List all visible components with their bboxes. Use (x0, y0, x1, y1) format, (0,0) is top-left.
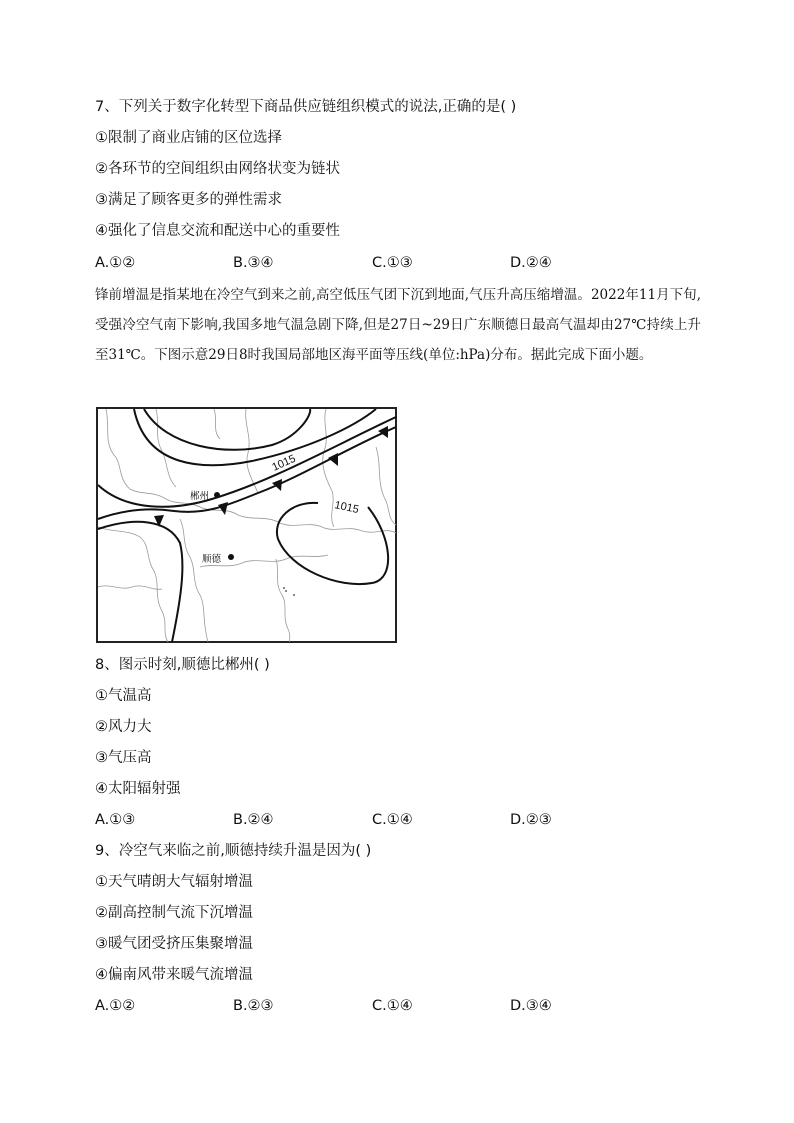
question-7-option-b[interactable]: B.③④ (233, 255, 274, 271)
question-9-item-2: ②副高控制气流下沉增温 (95, 905, 253, 921)
chenzhou-marker (214, 492, 220, 498)
question-9-item-4: ④偏南风带来暖气流增温 (95, 967, 253, 983)
question-7-stem: 7、下列关于数字化转型下商品供应链组织模式的说法,正确的是( ) (95, 99, 517, 115)
question-8-item-4: ④太阳辐射强 (95, 781, 181, 797)
question-8-option-d[interactable]: D.②③ (510, 812, 552, 828)
question-9-item-1: ①天气晴朗大气辐射增温 (95, 874, 253, 890)
passage-text: 锋前增温是指某地在冷空气到来之前,高空低压气团下沉到地面,气压升高压缩增温。2022年11月下旬,受强冷空气南下影响,我国多地气温急剧下降,但是27日~29日广东顺德日最高气温却由27℃持续上升至31℃。下图示意29日8时我国局部地区海平面等压线(单位:hPa)分布。据此完成下面小题。 (95, 287, 701, 363)
question-8-item-1: ①气温高 (95, 688, 152, 704)
chenzhou-label: 郴州 (190, 491, 210, 502)
question-8-item-2: ②风力大 (95, 719, 152, 735)
question-9-item-3: ③暖气团受挤压集聚增温 (95, 936, 253, 952)
question-8-option-c[interactable]: C.①④ (372, 812, 413, 828)
question-8-stem: 8、图示时刻,顺德比郴州( ) (95, 657, 270, 673)
question-7-item-3: ③满足了顾客更多的弹性需求 (95, 192, 282, 208)
question-8-option-a[interactable]: A.①③ (95, 812, 136, 828)
question-7-option-c[interactable]: C.①③ (372, 255, 413, 271)
question-7-item-1: ①限制了商业店铺的区位选择 (95, 130, 282, 146)
shunde-marker (228, 554, 234, 560)
question-7-item-4: ④强化了信息交流和配送中心的重要性 (95, 223, 340, 239)
question-8-option-b[interactable]: B.②④ (233, 812, 274, 828)
question-7-item-2: ②各环节的空间组织由网络状变为链状 (95, 161, 340, 177)
isobar-map (96, 407, 397, 643)
question-9-option-c[interactable]: C.①④ (372, 998, 413, 1014)
question-9-option-d[interactable]: D.③④ (510, 998, 552, 1014)
shunde-label: 顺德 (202, 554, 222, 565)
question-8-item-3: ③气压高 (95, 750, 152, 766)
question-9-option-a[interactable]: A.①② (95, 998, 136, 1014)
isobar-label-1015-east: 1015 (333, 499, 360, 517)
isobar-label-1015-north: 1015 (270, 452, 298, 474)
question-9-option-b[interactable]: B.②③ (233, 998, 274, 1014)
question-7-option-a[interactable]: A.①② (95, 255, 136, 271)
question-7-option-d[interactable]: D.②④ (510, 255, 552, 271)
question-9-stem: 9、冷空气来临之前,顺德持续升温是因为( ) (95, 843, 372, 859)
